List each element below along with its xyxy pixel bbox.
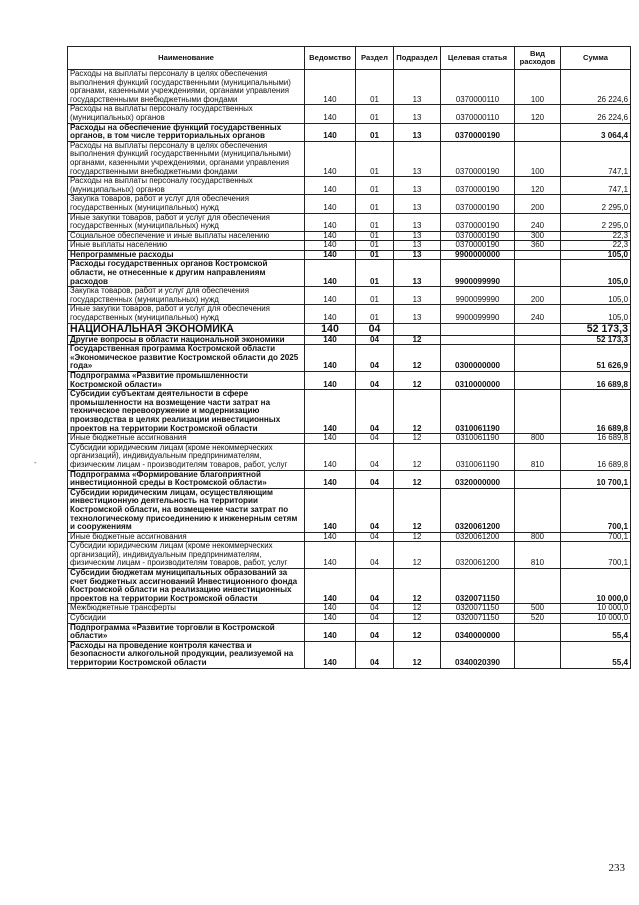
cell-name: Иные выплаты населению	[68, 241, 305, 251]
cell-dept: 140	[305, 372, 356, 390]
cell-dept: 140	[305, 241, 356, 251]
cell-dept: 140	[305, 141, 356, 176]
cell-sum: 55,4	[561, 641, 631, 668]
table-header-row	[68, 47, 631, 70]
cell-section: 04	[356, 532, 394, 542]
cell-subsection: 12	[394, 532, 441, 542]
cell-sum: 10 000,0	[561, 614, 631, 624]
cell-target: 0320061200	[441, 532, 515, 542]
cell-sum: 2 295,0	[561, 213, 631, 231]
cell-kind	[515, 323, 561, 335]
cell-dept: 140	[305, 390, 356, 434]
cell-section: 01	[356, 287, 394, 305]
table-row	[68, 604, 631, 614]
cell-name: Иные бюджетные ассигнования	[68, 532, 305, 542]
margin-mark: -	[34, 458, 37, 467]
cell-dept: 140	[305, 335, 356, 345]
table-row	[68, 614, 631, 624]
cell-name: Подпрограмма «Формирование благоприятной инвестиционной среды в Костромской области»	[68, 470, 305, 488]
cell-name: Непрограммные расходы	[68, 250, 305, 260]
cell-name: Расходы на выплаты персоналу в целях обеспечения выполнения функций государственными (муниципальными) органами, казенными учреждениями, органами управления государственными внебюджетными фондами	[68, 141, 305, 176]
table-row	[68, 470, 631, 488]
cell-sum: 22,3	[561, 231, 631, 241]
cell-dept: 140	[305, 443, 356, 470]
cell-section: 01	[356, 70, 394, 105]
cell-subsection: 12	[394, 623, 441, 641]
cell-section: 04	[356, 345, 394, 372]
cell-kind	[515, 345, 561, 372]
cell-target: 0370000190	[441, 195, 515, 213]
cell-name: Государственная программа Костромской области «Экономическое развитие Костромской области до 2025 года»	[68, 345, 305, 372]
cell-subsection: 12	[394, 345, 441, 372]
cell-target	[441, 323, 515, 335]
cell-subsection: 12	[394, 470, 441, 488]
cell-dept: 140	[305, 105, 356, 123]
cell-subsection: 13	[394, 105, 441, 123]
cell-sum: 105,0	[561, 250, 631, 260]
cell-sum: 26 224,6	[561, 105, 631, 123]
cell-section: 04	[356, 641, 394, 668]
table-row	[68, 434, 631, 444]
cell-sum: 10 000,0	[561, 569, 631, 604]
table-row	[68, 177, 631, 195]
cell-name: Субсидии юридическим лицам, осуществляющим инвестиционную деятельность на территории Костромской области, на возмещение части затрат по технологическому присоединению к инженерным сетям и сооружениям	[68, 488, 305, 532]
cell-subsection	[394, 323, 441, 335]
cell-sum: 22,3	[561, 241, 631, 251]
cell-kind: 810	[515, 443, 561, 470]
cell-dept: 140	[305, 213, 356, 231]
cell-name: Субсидии	[68, 614, 305, 624]
cell-section: 04	[356, 443, 394, 470]
table-row	[68, 213, 631, 231]
cell-section: 01	[356, 141, 394, 176]
table-row	[68, 231, 631, 241]
cell-subsection: 12	[394, 542, 441, 569]
cell-section: 01	[356, 105, 394, 123]
cell-subsection: 13	[394, 70, 441, 105]
cell-dept: 140	[305, 604, 356, 614]
cell-section: 01	[356, 260, 394, 287]
cell-target: 0320000000	[441, 470, 515, 488]
header-kind: Вид расходов	[515, 47, 561, 70]
cell-subsection: 13	[394, 241, 441, 251]
cell-target: 0370000190	[441, 241, 515, 251]
table-row	[68, 345, 631, 372]
cell-kind: 200	[515, 287, 561, 305]
cell-section: 04	[356, 488, 394, 532]
cell-target: 0320071150	[441, 614, 515, 624]
cell-dept: 140	[305, 470, 356, 488]
cell-subsection: 12	[394, 443, 441, 470]
cell-subsection: 13	[394, 231, 441, 241]
cell-kind	[515, 390, 561, 434]
table-body	[68, 70, 631, 669]
table-row	[68, 532, 631, 542]
table-row	[68, 105, 631, 123]
page-number: 233	[608, 862, 625, 874]
cell-target: 0320071150	[441, 604, 515, 614]
cell-name: Расходы на обеспечение функций государственных органов, в том числе территориальных органов	[68, 123, 305, 141]
cell-name: НАЦИОНАЛЬНАЯ ЭКОНОМИКА	[68, 323, 305, 335]
cell-sum: 10 700,1	[561, 470, 631, 488]
cell-kind: 300	[515, 231, 561, 241]
cell-kind	[515, 623, 561, 641]
cell-subsection: 12	[394, 488, 441, 532]
cell-dept: 140	[305, 260, 356, 287]
cell-dept: 140	[305, 70, 356, 105]
cell-dept: 140	[305, 323, 356, 335]
cell-section: 04	[356, 569, 394, 604]
cell-target	[441, 335, 515, 345]
cell-target: 0300000000	[441, 345, 515, 372]
cell-section: 01	[356, 195, 394, 213]
cell-dept: 140	[305, 231, 356, 241]
cell-section: 04	[356, 335, 394, 345]
table-row	[68, 542, 631, 569]
cell-kind	[515, 569, 561, 604]
cell-name: Субсидии юридическим лицам (кроме некоммерческих организаций), индивидуальным предпринимателям, физическим лицам - производителям товаров, работ, услуг	[68, 542, 305, 569]
cell-dept: 140	[305, 623, 356, 641]
cell-name: Иные закупки товаров, работ и услуг для обеспечения государственных (муниципальных) нужд	[68, 213, 305, 231]
cell-subsection: 13	[394, 260, 441, 287]
cell-target: 0370000110	[441, 105, 515, 123]
cell-dept: 140	[305, 542, 356, 569]
cell-target: 0310061190	[441, 443, 515, 470]
cell-kind	[515, 470, 561, 488]
table-row	[68, 443, 631, 470]
table-row	[68, 260, 631, 287]
cell-kind: 100	[515, 141, 561, 176]
cell-sum: 700,1	[561, 532, 631, 542]
header-section: Раздел	[356, 47, 394, 70]
table-row	[68, 141, 631, 176]
cell-kind: 100	[515, 70, 561, 105]
cell-kind: 240	[515, 213, 561, 231]
cell-name: Закупка товаров, работ и услуг для обеспечения государственных (муниципальных) нужд	[68, 287, 305, 305]
cell-dept: 140	[305, 177, 356, 195]
cell-subsection: 12	[394, 335, 441, 345]
cell-sum: 105,0	[561, 287, 631, 305]
cell-name: Подпрограмма «Развитие торговли в Костромской области»	[68, 623, 305, 641]
cell-sum: 51 626,9	[561, 345, 631, 372]
cell-sum: 2 295,0	[561, 195, 631, 213]
cell-subsection: 13	[394, 195, 441, 213]
cell-name: Субсидии бюджетам муниципальных образований за счет бюджетных ассигнований Инвестиционного фонда Костромской области на реализацию инвестиционных проектов на территории Костромской области	[68, 569, 305, 604]
cell-subsection: 13	[394, 213, 441, 231]
cell-subsection: 12	[394, 641, 441, 668]
cell-subsection: 13	[394, 305, 441, 323]
cell-target: 9900099990	[441, 305, 515, 323]
table-row	[68, 70, 631, 105]
table-row	[68, 372, 631, 390]
cell-dept: 140	[305, 195, 356, 213]
cell-dept: 140	[305, 569, 356, 604]
cell-sum: 16 689,8	[561, 390, 631, 434]
cell-sum: 55,4	[561, 623, 631, 641]
table-row	[68, 287, 631, 305]
cell-name: Расходы на проведение контроля качества и безопасности алкогольной продукции, реализуемой на территории Костромской области	[68, 641, 305, 668]
cell-sum: 26 224,6	[561, 70, 631, 105]
cell-kind: 200	[515, 195, 561, 213]
cell-section: 04	[356, 604, 394, 614]
cell-name: Расходы на выплаты персоналу государственных (муниципальных) органов	[68, 105, 305, 123]
cell-subsection: 12	[394, 569, 441, 604]
cell-subsection: 13	[394, 141, 441, 176]
cell-section: 01	[356, 177, 394, 195]
cell-target: 0310061190	[441, 390, 515, 434]
cell-kind	[515, 123, 561, 141]
cell-kind	[515, 250, 561, 260]
cell-section: 01	[356, 213, 394, 231]
cell-dept: 140	[305, 434, 356, 444]
cell-name: Другие вопросы в области национальной экономики	[68, 335, 305, 345]
cell-sum: 52 173,3	[561, 335, 631, 345]
cell-section: 01	[356, 231, 394, 241]
cell-target: 0370000190	[441, 213, 515, 231]
cell-sum: 16 689,8	[561, 372, 631, 390]
table-row	[68, 623, 631, 641]
cell-dept: 140	[305, 123, 356, 141]
header-sum: Сумма	[561, 47, 631, 70]
cell-sum: 3 064,4	[561, 123, 631, 141]
cell-dept: 140	[305, 532, 356, 542]
table-row	[68, 323, 631, 335]
cell-kind: 120	[515, 105, 561, 123]
budget-table	[67, 46, 631, 669]
cell-kind	[515, 260, 561, 287]
cell-kind: 120	[515, 177, 561, 195]
header-name: Наименование	[68, 47, 305, 70]
cell-sum: 700,1	[561, 542, 631, 569]
cell-dept: 140	[305, 287, 356, 305]
cell-dept: 140	[305, 345, 356, 372]
header-subsection: Подраздел	[394, 47, 441, 70]
cell-sum: 16 689,8	[561, 434, 631, 444]
cell-name: Расходы на выплаты персоналу в целях обеспечения выполнения функций государственными (муниципальными) органами, казенными учреждениями, органами управления государственными внебюджетными фондами	[68, 70, 305, 105]
cell-name: Иные закупки товаров, работ и услуг для обеспечения государственных (муниципальных) нужд	[68, 305, 305, 323]
cell-sum: 10 000,0	[561, 604, 631, 614]
cell-dept: 140	[305, 250, 356, 260]
cell-kind: 800	[515, 532, 561, 542]
cell-sum: 105,0	[561, 260, 631, 287]
cell-section: 04	[356, 323, 394, 335]
cell-target: 9900099990	[441, 260, 515, 287]
table-row	[68, 641, 631, 668]
cell-subsection: 12	[394, 434, 441, 444]
table-row	[68, 390, 631, 434]
cell-target: 9900000000	[441, 250, 515, 260]
cell-target: 0370000190	[441, 141, 515, 176]
table-row	[68, 488, 631, 532]
cell-sum: 700,1	[561, 488, 631, 532]
table-row	[68, 123, 631, 141]
cell-target: 0320061200	[441, 488, 515, 532]
cell-section: 04	[356, 542, 394, 569]
cell-target: 0370000190	[441, 177, 515, 195]
table-row	[68, 195, 631, 213]
cell-name: Закупка товаров, работ и услуг для обеспечения государственных (муниципальных) нужд	[68, 195, 305, 213]
cell-kind: 800	[515, 434, 561, 444]
table-row	[68, 335, 631, 345]
cell-target: 0370000110	[441, 70, 515, 105]
cell-kind: 500	[515, 604, 561, 614]
cell-kind: 360	[515, 241, 561, 251]
cell-kind	[515, 641, 561, 668]
cell-section: 01	[356, 305, 394, 323]
header-dept: Ведомство	[305, 47, 356, 70]
cell-section: 04	[356, 470, 394, 488]
cell-section: 04	[356, 614, 394, 624]
cell-sum: 52 173,3	[561, 323, 631, 335]
cell-section: 01	[356, 123, 394, 141]
table-row	[68, 241, 631, 251]
cell-kind	[515, 488, 561, 532]
cell-target: 0370000190	[441, 123, 515, 141]
cell-subsection: 13	[394, 177, 441, 195]
cell-section: 01	[356, 250, 394, 260]
cell-subsection: 12	[394, 604, 441, 614]
cell-kind: 520	[515, 614, 561, 624]
cell-name: Субсидии юридическим лицам (кроме некоммерческих организаций), индивидуальным предпринимателям, физическим лицам - производителям товаров, работ, услуг	[68, 443, 305, 470]
cell-kind	[515, 335, 561, 345]
cell-subsection: 12	[394, 372, 441, 390]
cell-dept: 140	[305, 488, 356, 532]
cell-kind: 810	[515, 542, 561, 569]
cell-section: 04	[356, 372, 394, 390]
cell-target: 0370000190	[441, 231, 515, 241]
cell-name: Социальное обеспечение и иные выплаты населению	[68, 231, 305, 241]
cell-subsection: 13	[394, 250, 441, 260]
cell-sum: 105,0	[561, 305, 631, 323]
cell-name: Субсидии субъектам деятельности в сфере промышленности на возмещение части затрат на техническое перевооружение и модернизацию производства в целях реализации инвестиционных проектов на территории Костромской области	[68, 390, 305, 434]
cell-target: 0310000000	[441, 372, 515, 390]
table-row	[68, 569, 631, 604]
cell-subsection: 12	[394, 614, 441, 624]
cell-section: 01	[356, 241, 394, 251]
cell-section: 04	[356, 623, 394, 641]
cell-kind	[515, 372, 561, 390]
cell-sum: 16 689,8	[561, 443, 631, 470]
cell-target: 9900099990	[441, 287, 515, 305]
cell-section: 04	[356, 390, 394, 434]
cell-dept: 140	[305, 305, 356, 323]
cell-subsection: 12	[394, 390, 441, 434]
cell-target: 0320061200	[441, 542, 515, 569]
cell-name: Подпрограмма «Развитие промышленности Костромской области»	[68, 372, 305, 390]
header-target: Целевая статья	[441, 47, 515, 70]
cell-name: Расходы государственных органов Костромской области, не отнесенные к другим направлениям расходов	[68, 260, 305, 287]
cell-target: 0310061190	[441, 434, 515, 444]
cell-section: 04	[356, 434, 394, 444]
cell-sum: 747,1	[561, 141, 631, 176]
cell-dept: 140	[305, 641, 356, 668]
cell-subsection: 13	[394, 287, 441, 305]
cell-name: Иные бюджетные ассигнования	[68, 434, 305, 444]
cell-sum: 747,1	[561, 177, 631, 195]
cell-kind: 240	[515, 305, 561, 323]
cell-target: 0340020390	[441, 641, 515, 668]
table-row	[68, 250, 631, 260]
cell-name: Расходы на выплаты персоналу государственных (муниципальных) органов	[68, 177, 305, 195]
cell-target: 0320071150	[441, 569, 515, 604]
cell-dept: 140	[305, 614, 356, 624]
cell-subsection: 13	[394, 123, 441, 141]
cell-name: Межбюджетные трансферты	[68, 604, 305, 614]
budget-table-sheet	[67, 46, 630, 669]
cell-target: 0340000000	[441, 623, 515, 641]
table-row	[68, 305, 631, 323]
